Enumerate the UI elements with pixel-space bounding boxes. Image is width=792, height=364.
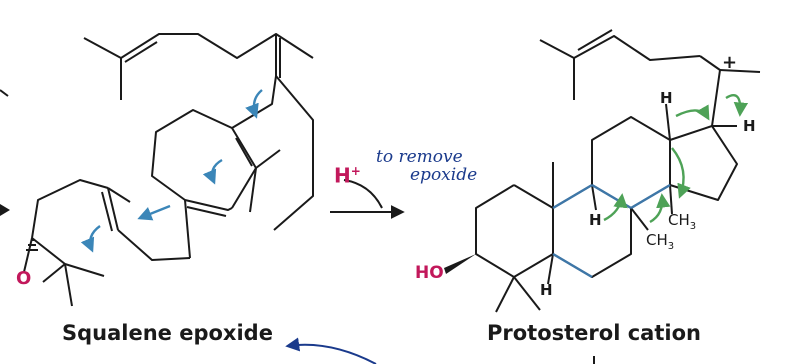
reagent-charge: +: [350, 164, 361, 178]
methyl-label-lower: [646, 232, 674, 255]
reaction-note: [376, 148, 477, 184]
protosterol-skeleton: [476, 30, 760, 312]
h-label-c9: H: [589, 211, 602, 229]
ho-wedge: [444, 254, 476, 274]
h-label-c5: H: [540, 281, 553, 299]
epoxide-oxygen-label: O: [16, 268, 32, 289]
squalene-epoxide-skeleton: [24, 34, 313, 306]
reagent-h: H: [334, 163, 351, 188]
ho-label: HO: [415, 263, 444, 283]
edge-fragments: [0, 90, 10, 216]
curly-arrows: [90, 90, 262, 250]
methyl-lower-sub: 3: [667, 241, 675, 252]
cation-charge: +: [722, 52, 738, 73]
methyl-upper-text: CH: [668, 211, 690, 229]
reagent-label: [334, 160, 361, 187]
h-label-c17: H: [743, 117, 756, 135]
reaction-note-line1: to remove: [376, 147, 463, 167]
protosterol-cation-title: Protosterol cation: [487, 321, 701, 345]
annotation-arrow: [288, 345, 376, 364]
h-label-c14: H: [660, 89, 673, 107]
methyl-lower-text: CH: [646, 231, 668, 249]
squalene-epoxide-title: Squalene epoxide: [62, 321, 273, 345]
reaction-note-line2: epoxide: [410, 165, 478, 185]
methyl-upper-sub: 3: [689, 221, 697, 232]
